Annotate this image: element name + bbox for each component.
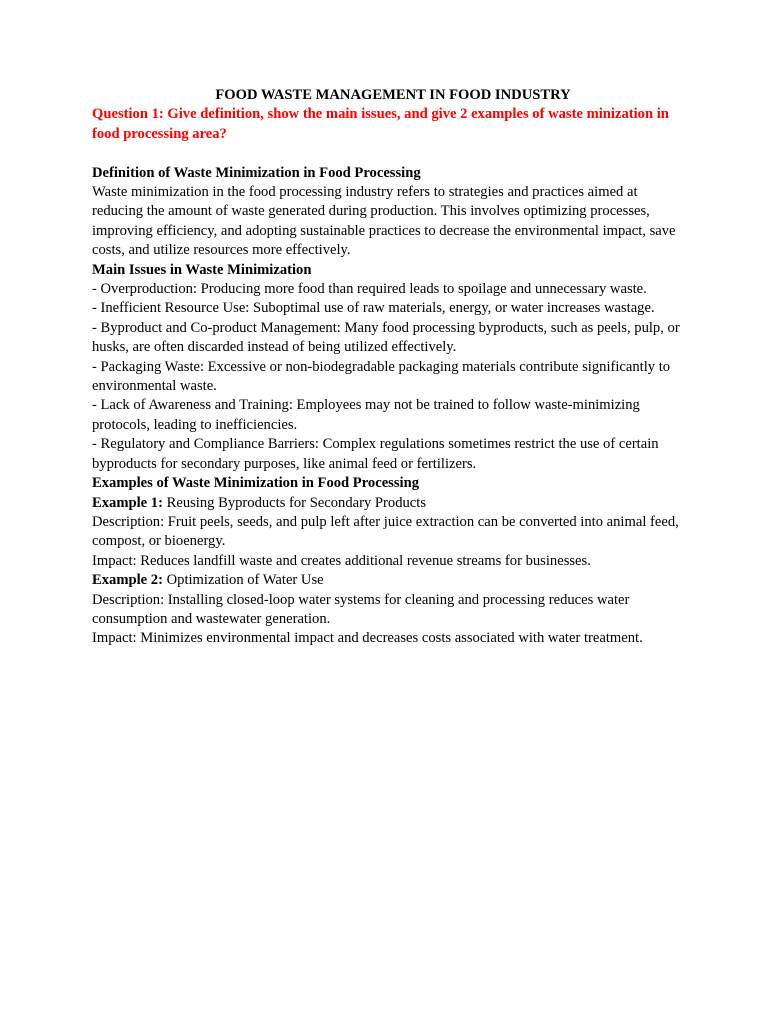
example-2-label: Example 2: — [92, 572, 163, 589]
issues-heading: Main Issues in Waste Minimization — [92, 261, 312, 278]
issue-item-regulatory: - Regulatory and Compliance Barriers: Complex regulations sometimes restrict the use of certain byproducts for secondary purposes, like animal feed or fertilizers. — [92, 436, 659, 472]
example-2-description: Description: Installing closed-loop water systems for cleaning and processing reduces water consumption and wastewater generation. — [92, 591, 630, 627]
example-1-description: Description: Fruit peels, seeds, and pulp left after juice extraction can be converted into animal feed, compost, or bioenergy. — [92, 513, 679, 550]
blank-line — [92, 144, 682, 163]
example-1-impact: Impact: Reduces landfill waste and creates additional revenue streams for businesses. — [92, 552, 591, 569]
definition-heading: Definition of Waste Minimization in Food Processing — [92, 164, 421, 181]
definition-body: Waste minimization in the food processing industry refers to strategies and practices aimed at reducing the amount of waste generated during production. This involves optimizing processes, improving efficiency, and adopting sustainable practices to decrease the environmental impact, save costs, and utilize resources more effectively. — [92, 184, 676, 259]
document-page — [92, 86, 682, 649]
question-text: Question 1: Give definition, show the main issues, and give 2 examples of waste minization in food processing area? — [92, 106, 669, 142]
issue-item-awareness: - Lack of Awareness and Training: Employees may not be trained to follow waste-minimizing protocols, leading to inefficiencies. — [92, 397, 640, 433]
example-1-label: Example 1: — [92, 494, 163, 511]
example-2-title-line — [92, 571, 682, 590]
issue-item-packaging: - Packaging Waste: Excessive or non-biodegradable packaging materials contribute significantly to environmental waste. — [92, 358, 671, 395]
example-1-title-line — [92, 494, 682, 513]
example-2-impact: Impact: Minimizes environmental impact and decreases costs associated with water treatment. — [92, 630, 643, 647]
issue-item-overproduction: - Overproduction: Producing more food than required leads to spoilage and unnecessary waste. — [92, 281, 647, 298]
document-title: FOOD WASTE MANAGEMENT IN FOOD INDUSTRY — [215, 87, 571, 103]
example-1-title: Reusing Byproducts for Secondary Products — [162, 494, 427, 511]
example-2-title: Optimization of Water Use — [162, 572, 324, 589]
issue-item-resource-use: - Inefficient Resource Use: Suboptimal use of raw materials, energy, or water increases wastage. — [92, 300, 655, 317]
issue-item-byproduct: - Byproduct and Co-product Management: Many food processing byproducts, such as peels, pulp, or husks, are often discarded instead of being utilized effectively. — [92, 319, 680, 356]
examples-heading: Examples of Waste Minimization in Food Processing — [92, 475, 420, 492]
